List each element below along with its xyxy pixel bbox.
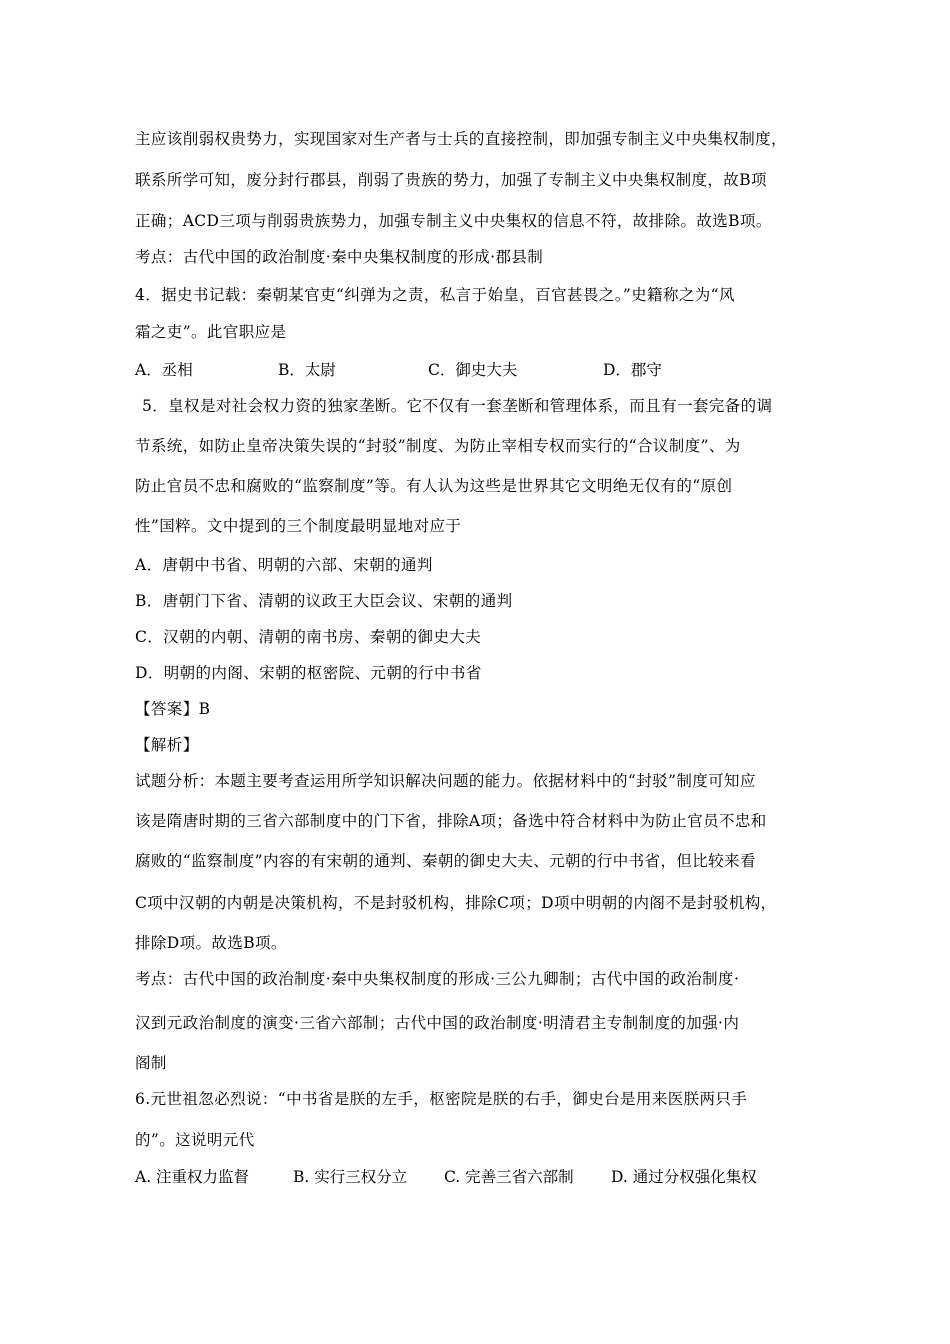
- question-6-text: 6.元世祖忽必烈说：“中书省是朕的左手，枢密院是朕的右手，御史台是用来医朕两只手: [135, 1090, 748, 1108]
- analysis-text: 该是隋唐时期的三省六部制度中的门下省，排除A项；备选中符合材料中为防止官员不忠和: [135, 812, 767, 830]
- analysis-label: 【解析】: [135, 736, 199, 754]
- question-5-text: 防止官员不忠和腐败的“监察制度”等。有人认为这些是世界其它文明绝无仅有的“原创: [135, 477, 733, 495]
- option-c: C．汉朝的内朝、清朝的南书房、秦朝的御史大夫: [135, 628, 482, 646]
- analysis-text: C项中汉朝的内朝是决策机构，不是封驳机构，排除C项；D项中明朝的内阁不是封驳机构，: [135, 894, 777, 912]
- text-line: 正确；ACD三项与削弱贵族势力，加强专制主义中央集权的信息不符，故排除。故选B项。: [135, 212, 772, 230]
- analysis-text: 腐败的“监察制度”内容的有宋朝的通判、秦朝的御史大夫、元朝的行中书省，但比较来看: [135, 852, 756, 870]
- option-b: B．太尉: [278, 361, 336, 379]
- kaodian-line: 阁制: [135, 1054, 167, 1072]
- question-4-text: 4．据史书记载：秦朝某官吏“纠弹为之责，私言于始皇，百官甚畏之。”史籍称之为“风: [135, 286, 735, 304]
- question-5-text: 性”国粹。文中提到的三个制度最明显地对应于: [135, 517, 462, 535]
- option-a: A. 注重权力监督: [135, 1168, 250, 1186]
- answer-label: 【答案】B: [135, 700, 211, 718]
- option-b: B. 实行三权分立: [293, 1168, 408, 1186]
- option-c: C. 完善三省六部制: [444, 1168, 574, 1186]
- question-5-text: 节系统，如防止皇帝决策失误的“封驳”制度、为防止宰相专权而实行的“合议制度”、为: [135, 437, 741, 455]
- option-b: B．唐朝门下省、清朝的议政王大臣会议、宋朝的通判: [135, 592, 513, 610]
- option-c: C．御史大夫: [428, 361, 518, 379]
- text-line: 主应该削弱权贵势力，实现国家对生产者与士兵的直接控制，即加强专制主义中央集权制度，: [135, 130, 787, 148]
- option-d: D．郡守: [603, 361, 662, 379]
- question-6-text: 的”。这说明元代: [135, 1131, 255, 1149]
- analysis-text: 排除D项。故选B项。: [135, 934, 287, 952]
- option-a: A．丞相: [135, 361, 193, 379]
- option-d: D. 通过分权强化集权: [611, 1168, 757, 1186]
- question-5-text: 5．皇权是对社会权力资的独家垄断。它不仅有一套垄断和管理体系，而且有一套完备的调: [142, 397, 773, 415]
- option-d: D．明朝的内阁、宋朝的枢密院、元朝的行中书省: [135, 664, 482, 682]
- question-4-text: 霜之吏”。此官职应是: [135, 323, 287, 341]
- text-line: 联系所学可知，废分封行郡县，削弱了贵族的势力，加强了专制主义中央集权制度，故B项: [135, 171, 767, 189]
- kaodian-line: 汉到元政治制度的演变·三省六部制；古代中国的政治制度·明清君主专制制度的加强·内: [135, 1014, 740, 1032]
- kaodian-line: 考点：古代中国的政治制度·秦中央集权制度的形成·郡县制: [135, 248, 544, 266]
- analysis-text: 试题分析：本题主要考查运用所学知识解决问题的能力。依据材料中的“封驳”制度可知应: [135, 772, 756, 790]
- option-a: A．唐朝中书省、明朝的六部、宋朝的通判: [135, 556, 433, 574]
- kaodian-line: 考点：古代中国的政治制度·秦中央集权制度的形成·三公九卿制；古代中国的政治制度·: [135, 970, 740, 988]
